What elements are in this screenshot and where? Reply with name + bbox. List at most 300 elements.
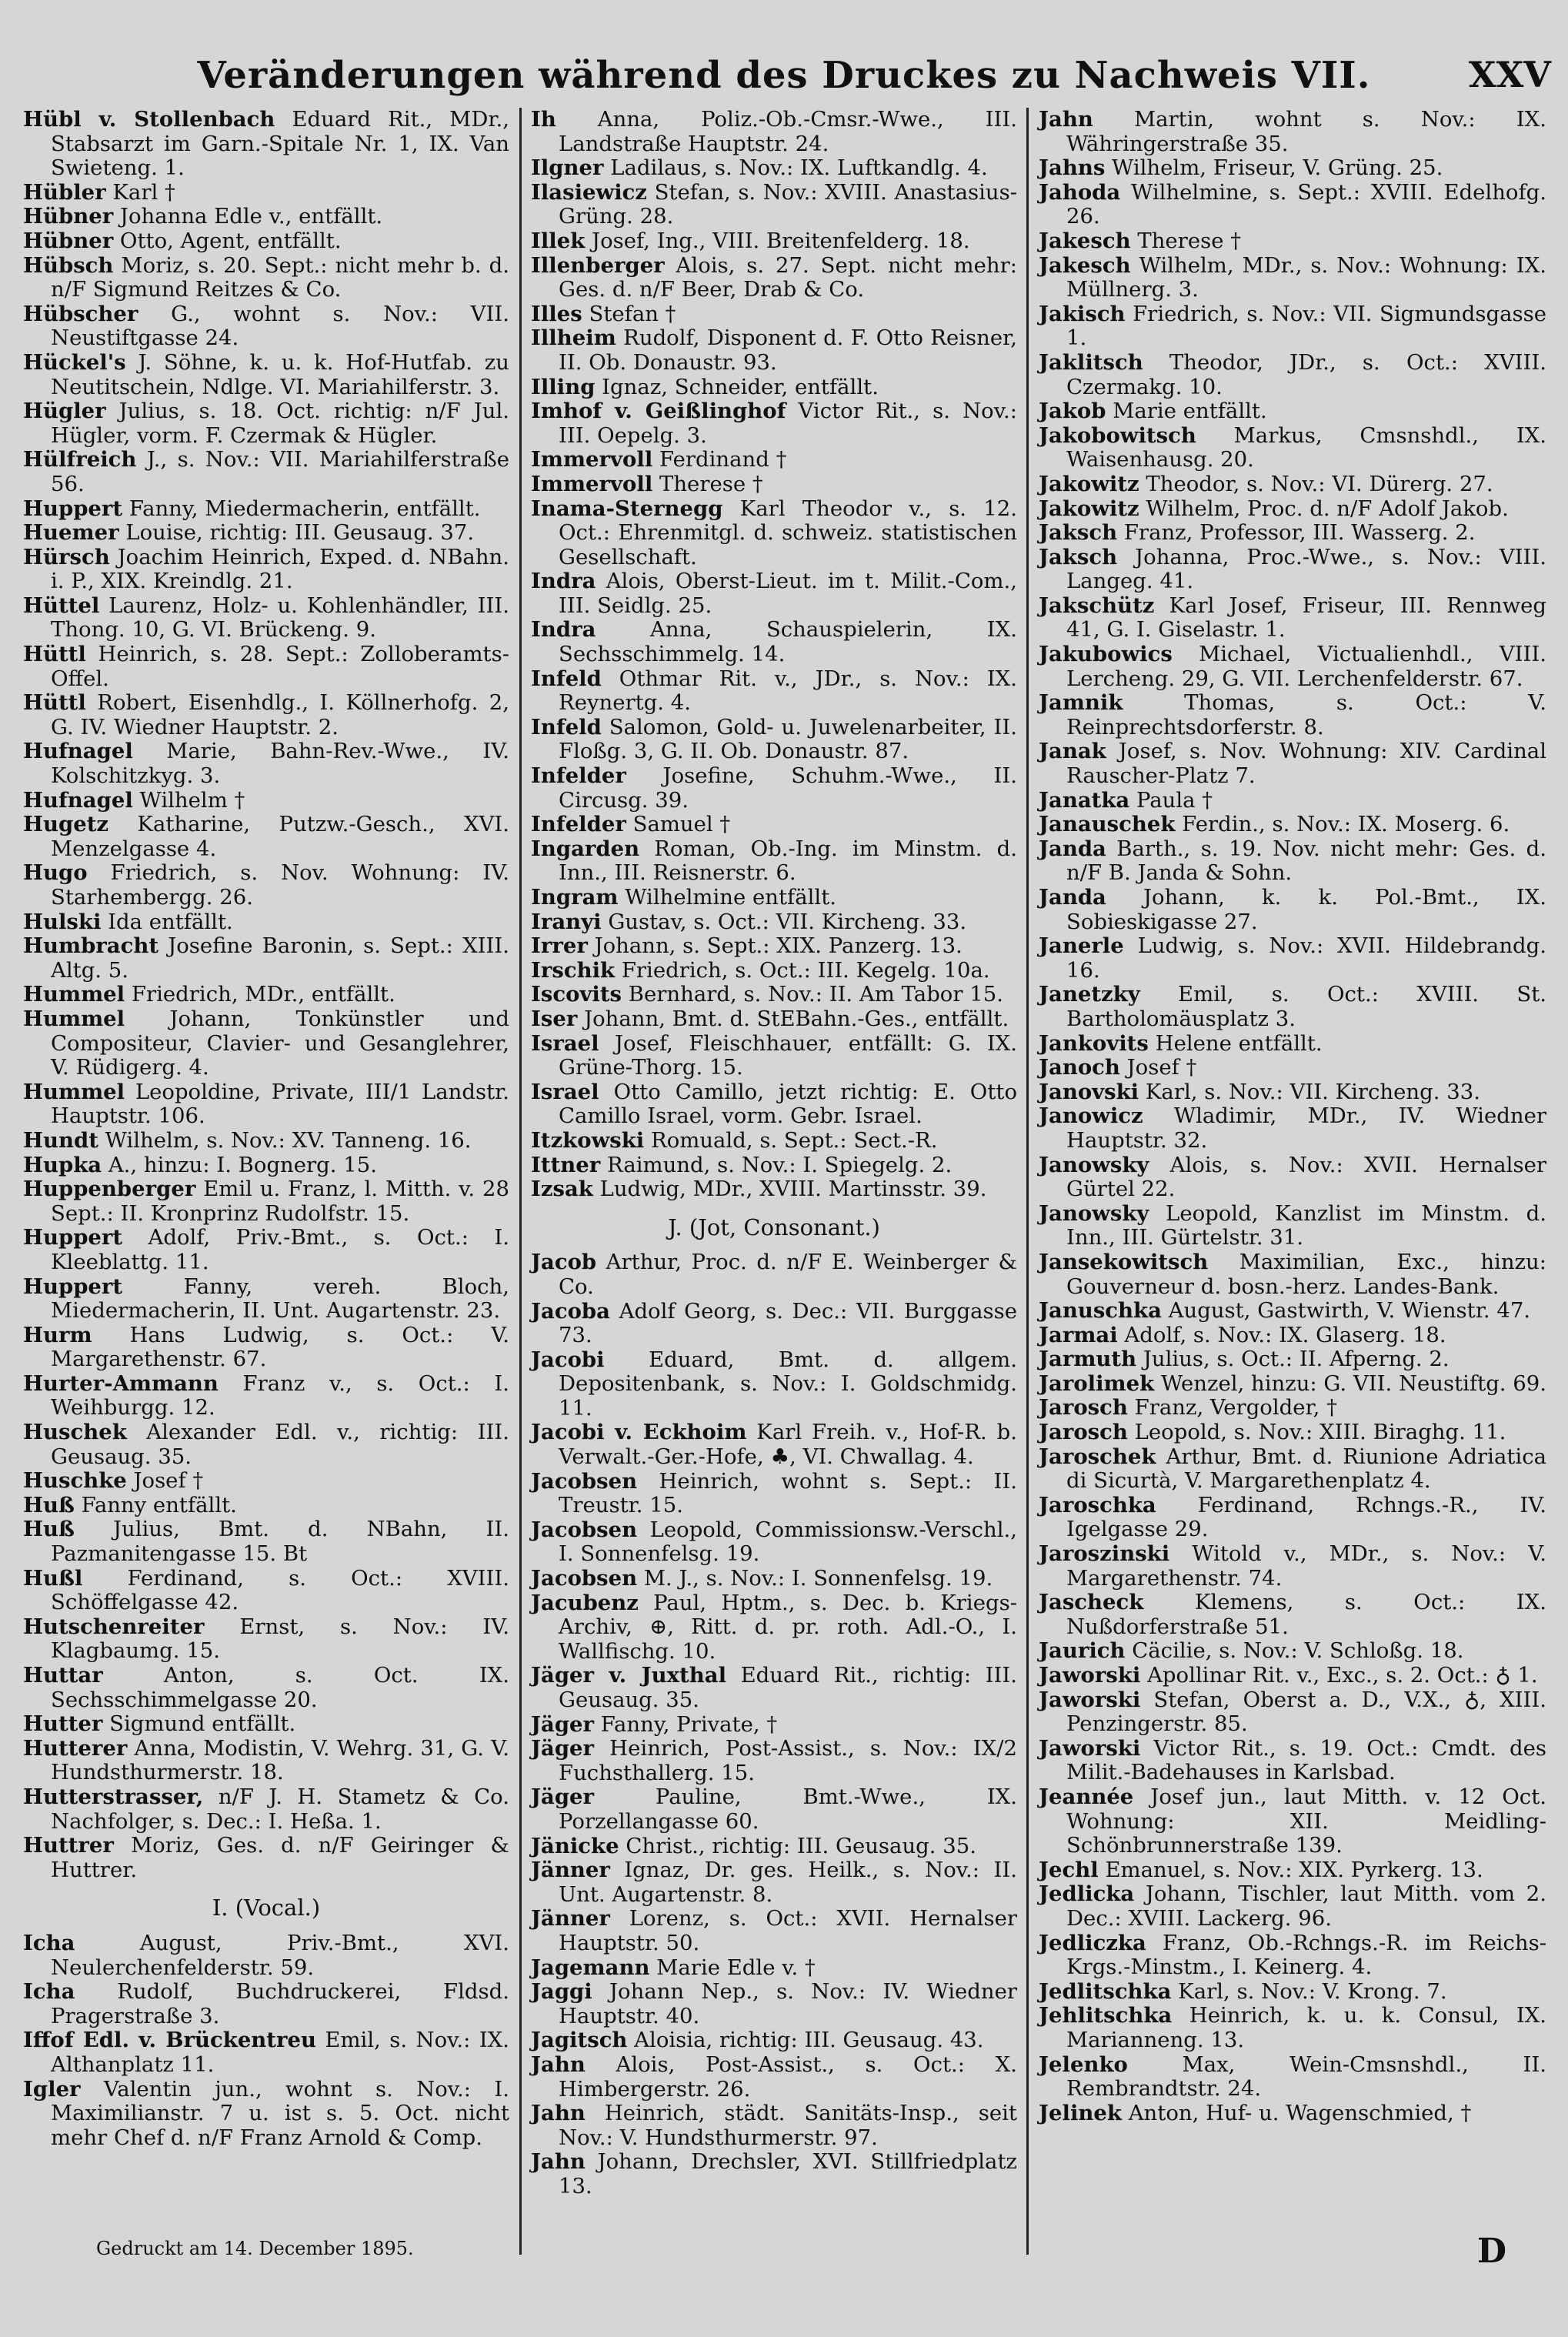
entry-details: Franz, Ob.-Rchngs.-R. im Reichs-Krgs.-Minstm., I. Keinerg. 4. (1066, 1930, 1546, 1980)
entry-details: Ferdin., s. Nov.: IX. Moserg. 6. (1175, 812, 1510, 837)
entry-name: Irschik (531, 957, 616, 983)
section-heading-j-consonant: J. (Jot, Consonant.) (668, 1214, 880, 1240)
entry-name: Huppert (23, 1274, 123, 1299)
entry-name: Janauschek (1039, 812, 1176, 837)
entry-details: Maximilian, Exc., hinzu: Gouverneur d. bosn.-herz. Landes-Bank. (1066, 1249, 1546, 1299)
directory-entry (23, 302, 509, 351)
directory-entry (1039, 1032, 1546, 1057)
entry-details: Leopold, s. Nov.: XIII. Biraghg. 11. (1127, 1420, 1506, 1445)
entry-details: Fanny, Miedermacherin, entfällt. (122, 496, 481, 521)
entry-details: Emil, s. Oct.: XVIII. St. Bartholomäusplatz 3. (1066, 982, 1546, 1031)
entry-name: Jelinek (1039, 2100, 1122, 2125)
entry-name: Hückel's (23, 349, 126, 375)
directory-entry (23, 2078, 509, 2151)
entry-name: Immervoll (531, 447, 653, 472)
page-header (0, 54, 1568, 108)
entry-details: Fanny, Private, † (594, 1711, 778, 1737)
directory-entry (1039, 1445, 1546, 1494)
entry-name: Jascheck (1039, 1590, 1144, 1615)
directory-entry (1039, 983, 1546, 1031)
directory-entry (23, 1664, 509, 1712)
entry-details: Eduard, Bmt. d. allgem. Depositenbank, s. Nov.: I. Goldschmidg. 11. (559, 1347, 1017, 1421)
entry-details: Friedrich, MDr., entfällt. (125, 982, 395, 1007)
entry-details: Ferdinand, Rchngs.-R., IV. Igelgasse 29. (1066, 1492, 1546, 1542)
directory-entry (1039, 1737, 1546, 1785)
entry-details: Leopold, Commissionsw.-Verschl., I. Sonnenfelsg. 19. (559, 1517, 1017, 1567)
entry-details: Aloisia, richtig: III. Geusaug. 43. (627, 2028, 984, 2053)
entry-details: Franz, Professor, III. Wasserg. 2. (1117, 520, 1476, 546)
entry-name: Irrer (531, 933, 588, 959)
directory-entry (531, 1348, 1017, 1421)
entry-name: Jänner (531, 1858, 610, 1883)
column-1 (23, 108, 509, 2150)
entry-details: Otto, Agent, entfällt. (113, 228, 342, 253)
directory-entry (531, 1591, 1017, 1664)
entry-name: Jankovits (1039, 1030, 1149, 1056)
entry-name: Jechl (1039, 1857, 1099, 1882)
entry-name: Hutter (23, 1711, 103, 1737)
directory-entry (23, 1517, 509, 1566)
directory-entry (23, 594, 509, 643)
entry-name: Janowicz (1039, 1103, 1143, 1129)
directory-entry (531, 813, 1017, 837)
directory-entry (531, 983, 1017, 1007)
entry-name: Jacoba (531, 1298, 610, 1324)
directory-entry (531, 618, 1017, 666)
entry-name: Jacob (531, 1250, 597, 1275)
directory-entry (531, 1177, 1017, 1202)
entry-name: Hügler (23, 399, 106, 424)
entry-details: Adolf Georg, s. Dec.: VII. Burggasse 73. (559, 1298, 1017, 1348)
directory-entry (531, 667, 1017, 716)
directory-entry (1039, 837, 1546, 886)
entry-name: Jahn (531, 2101, 585, 2126)
entry-details: Cäcilie, s. Nov.: V. Schloßg. 18. (1125, 1638, 1464, 1664)
entry-name: Hürsch (23, 544, 110, 569)
entry-name: Ilgner (531, 155, 604, 181)
entry-name: Jarosch (1039, 1395, 1128, 1421)
entry-details: A., hinzu: I. Bognerg. 15. (102, 1152, 377, 1177)
directory-entry (23, 643, 509, 691)
directory-entry (1039, 181, 1546, 229)
directory-entry (531, 2053, 1017, 2102)
entry-name: Hurm (23, 1322, 92, 1347)
entry-name: Illek (531, 228, 585, 253)
directory-entry (23, 1712, 509, 1737)
entry-name: Iser (531, 1006, 578, 1031)
entry-name: Jakesch (1039, 252, 1131, 278)
directory-entry (1039, 1299, 1546, 1324)
entry-details: Pauline, Bmt.-Wwe., IX. Porzellangasse 60. (559, 1784, 1017, 1834)
directory-entry (1039, 594, 1546, 643)
entry-name: Hugetz (23, 812, 109, 837)
directory-entry (23, 934, 509, 983)
directory-entry (531, 472, 1017, 497)
entry-details: Johann Nep., s. Nov.: IV. Wiedner Hauptstr. 40. (559, 1979, 1017, 2028)
directory-entry (531, 764, 1017, 813)
entry-details: Josef, Ing., VIII. Breitenfelderg. 18. (585, 228, 970, 253)
entry-name: Jahns (1039, 155, 1106, 181)
directory-entry (1039, 1858, 1546, 1883)
entry-details: Anna, Modistin, V. Wehrg. 31, G. V. Hundsthurmerstr. 18. (51, 1735, 509, 1785)
entry-name: Hübscher (23, 301, 138, 326)
directory-entry (1039, 1980, 1546, 2005)
entry-details: Wilhelmine entfällt. (618, 885, 836, 910)
entry-details: Emil, s. Nov.: IX. Althanplatz 11. (51, 2028, 509, 2077)
directory-entry (1039, 229, 1546, 254)
entry-name: Jänicke (531, 1833, 619, 1858)
directory-entry (23, 983, 509, 1007)
directory-entry (23, 1007, 509, 1080)
entry-name: Hübner (23, 228, 114, 253)
entry-name: Jakesch (1039, 228, 1131, 253)
entry-details: Michael, Victualienhdl., VIII. Lercheng. 29, G. VII. Lerchenfelderstr. 67. (1066, 642, 1546, 691)
entry-details: Wilhelm † (132, 787, 245, 813)
entry-details: Ignaz, Dr. ges. Heilk., s. Nov.: II. Unt. Augartenstr. 8. (559, 1858, 1017, 1907)
entry-name: Hulski (23, 909, 102, 934)
entry-name: Ittner (531, 1152, 601, 1177)
entry-name: Hübsch (23, 252, 114, 278)
entry-name: Israel (531, 1030, 599, 1056)
entry-name: Jäger (531, 1784, 595, 1810)
directory-entry (23, 1615, 509, 1664)
directory-entry (531, 2150, 1017, 2198)
entry-details: Hans Ludwig, s. Oct.: V. Margarethenstr. 67. (51, 1322, 509, 1372)
entry-details: Marie Edle v. † (649, 1955, 816, 1980)
entry-name: Hülfreich (23, 447, 137, 472)
entry-details: G., wohnt s. Nov.: VII. Neustiftgasse 24. (51, 301, 509, 351)
directory-entry (531, 1567, 1017, 1591)
directory-entry (23, 1153, 509, 1178)
directory-entry (531, 2102, 1017, 2150)
entry-details: Adolf, s. Nov.: IX. Glaserg. 18. (1117, 1322, 1446, 1347)
directory-entry (531, 497, 1017, 570)
directory-entry (23, 181, 509, 205)
directory-entry (531, 181, 1017, 229)
entry-details: Wilhelm, MDr., s. Nov.: Wohnung: IX. Müllnerg. 3. (1066, 252, 1546, 302)
directory-entry (531, 1518, 1017, 1567)
directory-entry (531, 934, 1017, 959)
entry-details: Alexander Edl. v., richtig: III. Geusaug. 35. (51, 1420, 509, 1469)
entry-details: Alois, s. Nov.: XVII. Hernalser Gürtel 22. (1066, 1152, 1546, 1202)
entry-details: Josefine, Schuhm.-Wwe., II. Circusg. 39. (559, 763, 1017, 813)
entry-name: Jedliczka (1039, 1930, 1146, 1955)
entry-details: Stefan, Oberst a. D., V.X., ♁, XIII. Penzingerstr. 85. (1066, 1687, 1546, 1737)
directory-entry (1039, 1396, 1546, 1421)
entry-details: Marie, Bahn-Rev.-Wwe., IV. Kolschitzkyg. 3. (51, 739, 509, 789)
directory-entry (23, 229, 509, 254)
entry-name: Hummel (23, 982, 125, 1007)
entry-details: Lorenz, s. Oct.: XVII. Hernalser Hauptstr. 50. (559, 1906, 1017, 1955)
entry-name: Jaksch (1039, 520, 1118, 546)
entry-details: Anton, s. Oct. IX. Sechsschimmelgasse 20. (51, 1663, 509, 1712)
entry-details: Laurenz, Holz- u. Kohlenhändler, III. Thong. 10, G. VI. Brückeng. 9. (51, 593, 509, 643)
directory-entry (531, 1907, 1017, 1955)
entry-name: Ilasiewicz (531, 179, 648, 205)
directory-entry (1039, 302, 1546, 351)
directory-entry (23, 1226, 509, 1274)
entry-details: Johann, s. Sept.: XIX. Panzerg. 13. (587, 933, 962, 959)
entry-details: Rudolf, Disponent d. F. Otto Reisner, II. Ob. Donaustr. 93. (559, 326, 1017, 375)
entry-details: Therese † (652, 471, 763, 496)
entry-name: Jacubenz (531, 1590, 639, 1615)
entry-name: Indra (531, 569, 596, 594)
directory-entry (531, 1153, 1017, 1178)
entry-name: Jäger (531, 1736, 595, 1761)
directory-entry (531, 1980, 1017, 2028)
entry-name: Huß (23, 1492, 75, 1517)
directory-entry (1039, 691, 1546, 739)
directory-entry (23, 1931, 509, 1980)
page-number: XXV (1468, 54, 1551, 95)
entry-details: Witold v., MDr., s. Nov.: V. Margarethenstr. 74. (1066, 1541, 1546, 1591)
entry-name: Janda (1039, 885, 1106, 910)
entry-details: Johann, k. k. Pol.-Bmt., IX. Sobieskigasse 27. (1066, 885, 1546, 934)
entry-details: Joachim Heinrich, Exped. d. NBahn. i. P., XIX. Kreindlg. 21. (51, 544, 509, 594)
directory-entry (23, 1372, 509, 1421)
entry-details: Emanuel, s. Nov.: XIX. Pyrkerg. 13. (1098, 1857, 1483, 1882)
directory-entry (1039, 1591, 1546, 1639)
directory-entry (1039, 424, 1546, 472)
entry-name: Jarolimek (1039, 1370, 1155, 1396)
entry-name: Infeld (531, 666, 602, 691)
directory-entry (1039, 254, 1546, 302)
directory-entry (1039, 934, 1546, 983)
entry-details: Wilhelmine, s. Sept.: XVIII. Edelhofg. 26. (1066, 179, 1546, 229)
entry-name: Janatka (1039, 787, 1130, 813)
entry-details: Romuald, s. Sept.: Sect.-R. (644, 1127, 938, 1153)
entry-details: Wilhelm, Proc. d. n/F Adolf Jakob. (1139, 496, 1509, 521)
column-2 (531, 108, 1017, 2198)
entry-details: Katharine, Putzw.-Gesch., XVI. Menzelgasse 4. (51, 812, 509, 861)
entry-name: Jaroszinski (1039, 1541, 1170, 1567)
directory-entry (531, 886, 1017, 910)
directory-entry (23, 1129, 509, 1153)
directory-entry (23, 910, 509, 935)
directory-entry (1039, 2053, 1546, 2102)
entry-name: Jaroschka (1039, 1492, 1156, 1517)
entry-details: Heinrich, k. u. k. Consul, IX. Marianneng. 13. (1066, 2003, 1546, 2052)
directory-entry (1039, 1688, 1546, 1737)
entry-name: Iscovits (531, 982, 622, 1007)
directory-entry (1039, 1080, 1546, 1105)
entry-name: Jelenko (1039, 2052, 1128, 2077)
entry-name: Hufnagel (23, 739, 133, 764)
entry-details: Moriz, Ges. d. n/F Geiringer & Huttrer. (51, 1833, 509, 1882)
entry-details: J., s. Nov.: VII. Mariahilferstraße 56. (51, 447, 509, 496)
entry-details: Victor Rit., s. Nov.: III. Oepelg. 3. (559, 399, 1017, 448)
directory-entry (531, 302, 1017, 327)
entry-details: Karl Theodor v., s. 12. Oct.: Ehrenmitgl. d. schweiz. statistischen Gesellschaft. (559, 496, 1017, 569)
directory-entry (531, 2028, 1017, 2053)
entry-details: Anna, Poliz.-Ob.-Cmsr.-Wwe., III. Landstraße Hauptstr. 24. (555, 107, 1017, 156)
page-title: Veränderungen während des Druckes zu Nachweis VII. (197, 54, 1371, 97)
entry-name: Illing (531, 374, 596, 399)
entries-h (23, 108, 509, 1882)
entry-name: Jakob (1039, 399, 1106, 424)
entry-name: Iranyi (531, 909, 602, 934)
entry-details: Johann, Bmt. d. StEBahn.-Ges., entfällt. (577, 1006, 1009, 1031)
directory-entry (23, 1834, 509, 1882)
entry-name: Jakowitz (1039, 471, 1139, 496)
entries-j (531, 1250, 1017, 2198)
directory-entry (531, 156, 1017, 181)
directory-entry (23, 497, 509, 522)
entry-details: Karl † (105, 179, 175, 205)
entry-details: Josef, s. Nov. Wohnung: XIV. Cardinal Rauscher-Platz 7. (1066, 739, 1546, 789)
entry-details: Johann, Tischler, laut Mitth. vom 2. Dec.: XVIII. Lackerg. 96. (1066, 1881, 1546, 1931)
entry-name: Janetzky (1039, 982, 1140, 1007)
directory-entry (1039, 108, 1546, 156)
directory-entry (1039, 1664, 1546, 1688)
entry-details: Marie entfällt. (1106, 399, 1267, 424)
directory-entry (1039, 1104, 1546, 1153)
entry-name: Hummel (23, 1006, 125, 1031)
entry-details: Ernst, s. Nov.: IV. Klagbaumg. 15. (51, 1614, 509, 1664)
directory-entry (23, 1324, 509, 1372)
directory-entry (1039, 643, 1546, 691)
entry-name: Hüttl (23, 690, 86, 716)
directory-entry (23, 351, 509, 399)
directory-entry (23, 1275, 509, 1324)
directory-entry (1039, 1202, 1546, 1250)
entry-details: Leopold, Kanzlist im Minstm. d. Inn., III. Gürtelstr. 31. (1066, 1200, 1546, 1250)
entry-details: Wilhelm, Friseur, V. Grüng. 25. (1105, 155, 1443, 181)
directory-entry (531, 399, 1017, 448)
entry-details: Ludwig, MDr., XVIII. Martinsstr. 39. (592, 1177, 987, 1202)
entry-details: Heinrich, s. 28. Sept.: Zolloberamts-Offel. (51, 642, 509, 691)
entry-details: Josef † (1119, 1055, 1197, 1080)
entry-name: Jarmai (1039, 1322, 1118, 1347)
entry-name: Janowsky (1039, 1152, 1149, 1177)
entry-details: Gustav, s. Oct.: VII. Kircheng. 33. (601, 909, 967, 934)
directory-entry (1039, 1347, 1546, 1372)
entry-name: Huppenberger (23, 1177, 196, 1202)
entry-name: Ingarden (531, 836, 640, 861)
entry-details: Victor Rit., s. 19. Oct.: Cmdt. des Milit.-Badehauses in Karlsbad. (1066, 1735, 1546, 1785)
entry-name: Ih (531, 107, 556, 132)
directory-entry (531, 376, 1017, 400)
entry-name: Jaksch (1039, 544, 1118, 569)
entry-details: Anton, Huf- u. Wagenschmied, † (1121, 2100, 1472, 2125)
entries-i (23, 1931, 509, 2150)
entry-details: Josef jun., laut Mitth. v. 12 Oct. Wohnung: XII. Meidling-Schönbrunnerstraße 139. (1066, 1784, 1546, 1858)
entry-name: Janovski (1039, 1079, 1139, 1104)
entry-name: Huppert (23, 1225, 123, 1250)
directory-entry (1039, 2004, 1546, 2052)
entry-name: Hußl (23, 1565, 83, 1591)
directory-entry (531, 569, 1017, 618)
entry-name: Jänner (531, 1906, 610, 1931)
entry-details: Adolf, Priv.-Bmt., s. Oct.: I. Kleeblattg. 11. (51, 1225, 509, 1274)
entry-name: Infeld (531, 714, 602, 739)
entry-details: Ferdinand, s. Oct.: XVIII. Schöffelgasse 42. (51, 1565, 509, 1615)
entry-details: Karl Freih. v., Hof-R. b. Verwalt.-Ger.-Hofe, ♣, VI. Chwallag. 4. (559, 1420, 1017, 1470)
entry-details: Wilhelm, s. Nov.: XV. Tanneng. 16. (98, 1127, 472, 1153)
entry-details: August, Priv.-Bmt., XVI. Neulerchenfelderstr. 59. (51, 1930, 509, 1980)
entry-name: Jamnik (1039, 690, 1123, 716)
entry-name: Jaklitsch (1039, 349, 1143, 375)
entry-name: Jakisch (1039, 301, 1126, 326)
directory-entry (531, 108, 1017, 156)
entry-details: Paul, Hptm., s. Dec. b. Kriegs-Archiv, ⊕, Ritt. d. pr. roth. Adl.-O., I. Wallfischg. 10. (559, 1590, 1017, 1664)
entry-name: Jäger (531, 1711, 595, 1737)
directory-entry (531, 837, 1017, 886)
entry-details: Helene entfällt. (1148, 1030, 1323, 1056)
entry-name: Izsak (531, 1177, 593, 1202)
directory-entry (531, 229, 1017, 254)
directory-entry (1039, 886, 1546, 934)
entry-details: Therese † (1130, 228, 1241, 253)
directory-entry (531, 910, 1017, 935)
entry-details: Heinrich, städt. Sanitäts-Insp., seit Nov.: V. Hundsthurmerstr. 97. (559, 2101, 1017, 2150)
directory-entry (23, 108, 509, 181)
entry-name: Jaworski (1039, 1687, 1141, 1712)
column-divider (1026, 108, 1029, 2255)
directory-entry (1039, 521, 1546, 546)
entry-name: Janowsky (1039, 1200, 1149, 1226)
entry-name: Hupka (23, 1152, 102, 1177)
entry-details: Julius, s. 18. Oct. richtig: n/F Jul. Hügler, vorm. F. Czermak & Hügler. (51, 399, 509, 448)
entry-details: Thomas, s. Oct.: V. Reinprechtsdorferstr. 8. (1066, 690, 1546, 739)
entry-name: Hutterer (23, 1735, 128, 1761)
entry-name: Jansekowitsch (1039, 1249, 1209, 1274)
entry-details: Paula † (1129, 787, 1213, 813)
entry-details: Karl, s. Nov.: V. Krong. 7. (1171, 1978, 1447, 2004)
directory-entry (23, 254, 509, 302)
entry-details: Louise, richtig: III. Geusaug. 37. (118, 520, 475, 546)
directory-entry (531, 254, 1017, 302)
print-date: Gedruckt am 14. December 1895. (96, 2238, 414, 2259)
entry-details: Leopoldine, Private, III/1 Landstr. Hauptstr. 106. (51, 1079, 509, 1129)
directory-entry (1039, 1931, 1546, 1980)
entries-i-cont (531, 108, 1017, 1202)
directory-entry (23, 1980, 509, 2028)
entry-name: Hübl v. Stollenbach (23, 107, 275, 132)
directory-entry (531, 1421, 1017, 1469)
entry-name: Jagemann (531, 1955, 650, 1980)
directory-entry (1039, 1639, 1546, 1664)
directory-entry (23, 1469, 509, 1494)
entry-details: Eduard Rit., MDr., Stabsarzt im Garn.-Spitale Nr. 1, IX. Van Swieteng. 1. (51, 107, 509, 181)
directory-entry (531, 1470, 1017, 1518)
directory-entry (531, 1737, 1017, 1785)
directory-entry (1039, 813, 1546, 837)
entry-details: Bernhard, s. Nov.: II. Am Tabor 15. (622, 982, 1003, 1007)
entry-details: Klemens, s. Oct.: IX. Nußdorferstraße 51. (1066, 1590, 1546, 1639)
entry-name: Immervoll (531, 471, 653, 496)
entry-details: Sigmund entfällt. (102, 1711, 296, 1737)
directory-entry (1039, 497, 1546, 522)
directory-entry (1039, 1882, 1546, 1931)
directory-entry (531, 1129, 1017, 1153)
entry-name: Jedlitschka (1039, 1978, 1172, 2004)
entry-details: Ferdinand † (652, 447, 787, 472)
entry-details: Salomon, Gold- u. Juwelenarbeiter, II. Floßg. 3, G. II. Ob. Donaustr. 87. (559, 714, 1017, 764)
entry-details: Ladilaus, s. Nov.: IX. Luftkandlg. 4. (603, 155, 988, 181)
entry-details: Emil u. Franz, l. Mitth. v. 28 Sept.: II. Kronprinz Rudolfstr. 15. (51, 1177, 509, 1226)
entry-name: Hübner (23, 204, 114, 229)
entry-name: Israel (531, 1079, 599, 1104)
entry-details: Theodor, s. Nov.: VI. Dürerg. 27. (1139, 471, 1493, 496)
entry-details: Alois, s. 27. Sept. nicht mehr: Ges. d. n/F Beer, Drab & Co. (559, 252, 1017, 302)
directory-entry (1039, 472, 1546, 497)
entry-details: Samuel † (626, 812, 731, 837)
entry-name: Jarosch (1039, 1420, 1128, 1445)
entry-details: Johanna Edle v., entfällt. (113, 204, 383, 229)
entry-details: Barth., s. 19. Nov. nicht mehr: Ges. d. n/F B. Janda & Sohn. (1066, 836, 1546, 886)
entry-details: Wladimir, MDr., IV. Wiedner Hauptstr. 32. (1066, 1103, 1546, 1153)
